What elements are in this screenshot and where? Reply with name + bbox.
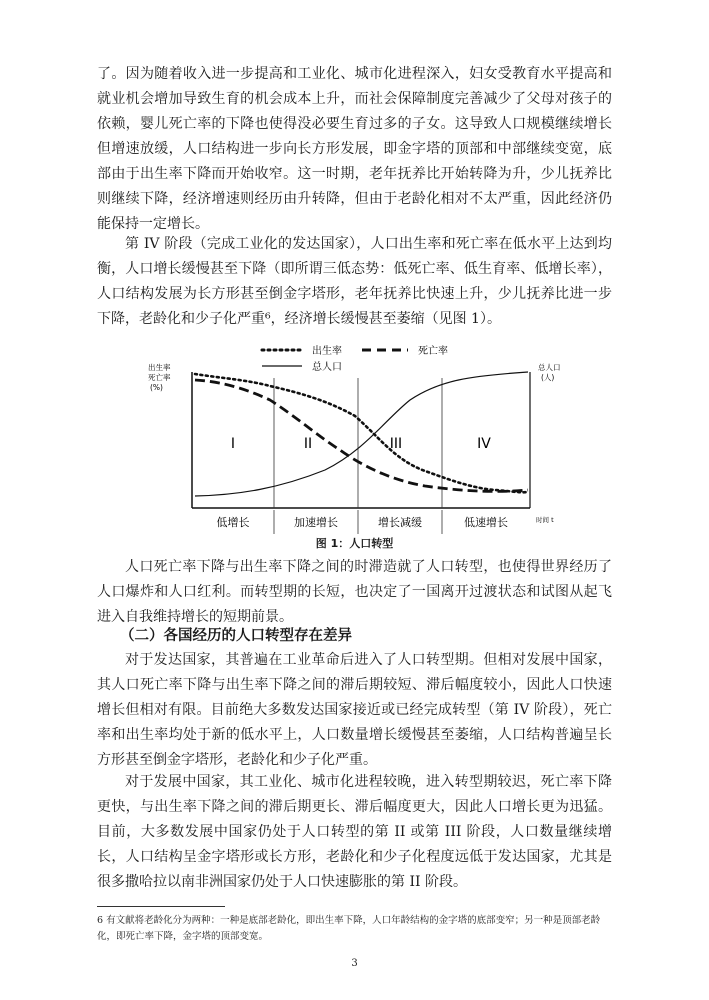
phase-label-3: 增长减缓	[378, 516, 422, 529]
population-transition-figure	[140, 338, 570, 534]
birth-rate-curve	[195, 374, 528, 492]
time-axis-label: 时间 t	[536, 516, 554, 524]
paragraph-developing-countries: 对于发展中国家，其工业化、城市化进程较晚，进入转型期较迟，死亡率下降更快，与出生率下降之间的滞后期更长、滞后幅度更大，因此人口增长更为迅猛。目前，大多数发展中国家仍处于人口转型的第 II 或第 III 阶段，人口数量继续增长，人口结构呈金字塔形或长方形，老龄化和少子化程度远低于发达国家，尤其是很多撒哈拉以南非洲国家仍处于人口快速膨胀的第 II 阶段。	[97, 774, 612, 890]
legend-death-rate: 死亡率	[418, 346, 448, 357]
right-axis-label: 总人口	[538, 363, 561, 372]
page-number: 3	[351, 958, 358, 969]
stage-label-4: IV	[477, 436, 491, 452]
footnote-divider	[97, 906, 225, 907]
paragraph-developed-countries: 对于发达国家，其普遍在工业革命后进入了人口转型期。但相对发展中国家，其人口死亡率下降与出生率下降之间的滞后期较短、滞后幅度较小，因此人口快速增长但相对有限。目前绝大多数发达国家接近或已经完成转型（第 IV 阶段），死亡率和出生率均处于新的低水平上，人口数量增长缓慢甚至萎缩，人口结构普遍呈长方形甚至倒金字塔形，老龄化和少子化严重。	[97, 652, 612, 768]
y-axis-label-birth: 出生率	[148, 363, 171, 372]
y-axis-label-unit: (%)	[150, 383, 163, 392]
phase-label-1: 低增长	[216, 516, 250, 529]
phase-label-2: 加速增长	[294, 516, 338, 529]
footnote: 6 有文献将老龄化分为两种：一种是底部老龄化，即出生率下降，人口年龄结构的金字塔的底部变窄；另一种是顶部老龄化，即死亡率下降，金字塔的顶部变宽。	[97, 915, 601, 942]
stage-label-2: II	[303, 436, 313, 452]
figure-caption: 图 1：人口转型	[315, 537, 394, 550]
stage-label-1: I	[230, 436, 236, 452]
phase-label-4: 低速增长	[464, 516, 508, 529]
legend-birth-rate: 出生率	[312, 346, 342, 357]
paragraph-stage-4: 第 IV 阶段（完成工业化的发达国家），人口出生率和死亡率在低水平上达到均衡，人口增长缓慢甚至下降（即所谓三低态势：低死亡率、低生育率、低增长率），人口结构发展为长方形甚至倒金字塔形，老年抚养比快速上升，少儿抚养比进一步下降，老龄化和少子化严重⁶，经济增长缓慢甚至萎缩（见图 1）。	[97, 236, 612, 327]
stage-label-3: III	[389, 436, 403, 452]
paragraph-stage-3: 了。因为随着收入进一步提高和工业化、城市化进程深入，妇女受教育水平提高和就业机会增加导致生育的机会成本上升，而社会保障制度完善减少了父母对孩子的依赖，婴儿死亡率的下降也使得没必要生育过多的子女。这导致人口规模继续增长但增速放缓，人口结构进一步向长方形发展，即金字塔的顶部和中部继续变宽，底部由于出生率下降而开始收窄。这一时期，老年抚养比开始转降为升，少儿抚养比则继续下降，经济增速则经历由升转降，但由于老龄化相对不太严重，因此经济仍能保持一定增长。	[97, 66, 612, 232]
section-heading: （二）各国经历的人口转型存在差异	[120, 627, 352, 644]
y-axis-label-death: 死亡率	[148, 373, 171, 382]
legend-total-population: 总人口	[312, 362, 342, 373]
paragraph-transition-summary: 人口死亡率下降与出生率下降之间的时滞造就了人口转型，也使得世界经历了人口爆炸和人口红利。而转型期的长短，也决定了一国离开过渡状态和试图从起飞进入自我维持增长的短期前景。	[97, 559, 612, 625]
right-axis-unit: (人)	[541, 373, 555, 382]
